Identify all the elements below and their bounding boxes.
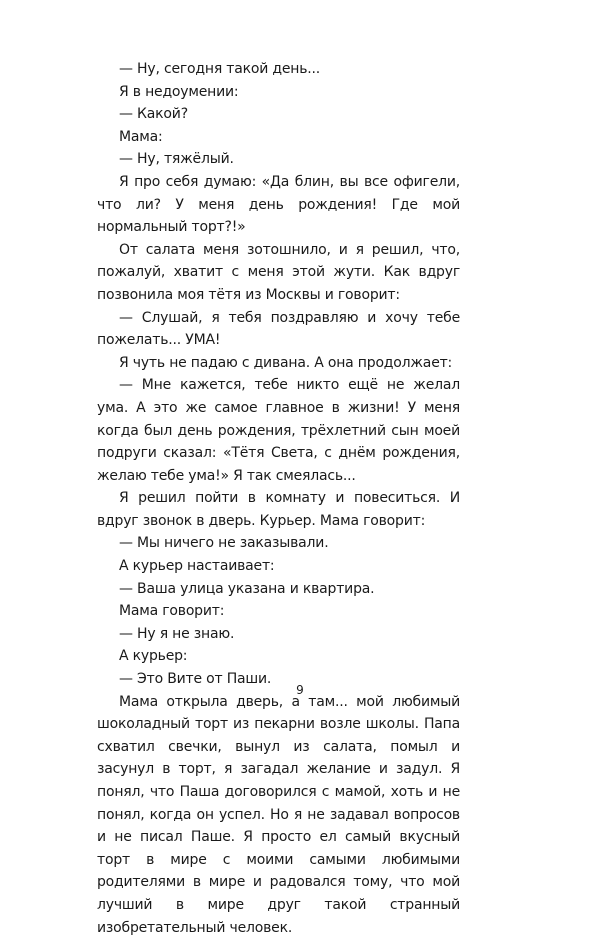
page-number: 9 (296, 683, 304, 697)
paragraph: Я решил пойти в комнату и повеситься. И вдруг звонок в дверь. Курьер. Мама говорит: (97, 490, 460, 529)
paragraph: — Это Вите от Паши. (119, 671, 272, 688)
paragraph: — Ну, сегодня такой день... (119, 61, 321, 77)
paragraph: Я чуть не падаю с дивана. А она продолжает: (119, 354, 453, 371)
paragraph: — Мне кажется, тебе никто ещё не желал ума. А это же самое главное в жизни! У меня когда был день рождения, трёхлетний сын моей подруги сказал: «Тётя Света, с днём рождения, желаю тебе ума!» Я так смеялась... (97, 377, 460, 484)
paragraph: — Какой? (119, 106, 188, 123)
paragraph: — Мы ничего не заказывали. (119, 535, 329, 552)
paragraph: — Слушай, я тебя поздравляю и хочу тебе пожелать... УМА! (97, 309, 460, 349)
paragraph: — Ну я не знаю. (119, 625, 235, 642)
paragraph: Я в недоумении: (119, 83, 239, 100)
paragraph: Мама: (119, 128, 163, 145)
paragraph: А курьер настаивает: (119, 558, 275, 575)
paragraph: Я про себя думаю: «Да блин, вы все офигели, что ли? У меня день рождения! Где мой нормальный торт?!» (97, 173, 460, 236)
paragraph: А курьер: (119, 648, 188, 665)
paragraph: — Ну, тяжёлый. (119, 151, 234, 168)
page-body (97, 58, 460, 939)
paragraph: Мама говорит: (119, 603, 225, 620)
paragraph: — Ваша улица указана и квартира. (119, 580, 375, 597)
paragraph: От салата меня зотошнило, и я решил, что, пожалуй, хватит с меня этой жути. Как вдруг позвонила моя тётя из Москвы и говорит: (97, 241, 460, 303)
paragraph: Мама открыла дверь, а там... мой любимый шоколадный торт из пекарни возле школы. Папа схватил свечки, вынул из салата, помыл и засунул в торт, я загадал желание и задул. Я понял, что Паша договорился с мамой, хоть и не понял, когда он успел. Но я не задавал вопросов и не писал Паше. Я просто ел самый вкусный торт в мире с моими самыми любимыми родителями в мире и радовался тому, что мой лучший в мире друг такой странный изобретательный человек. (97, 693, 460, 936)
